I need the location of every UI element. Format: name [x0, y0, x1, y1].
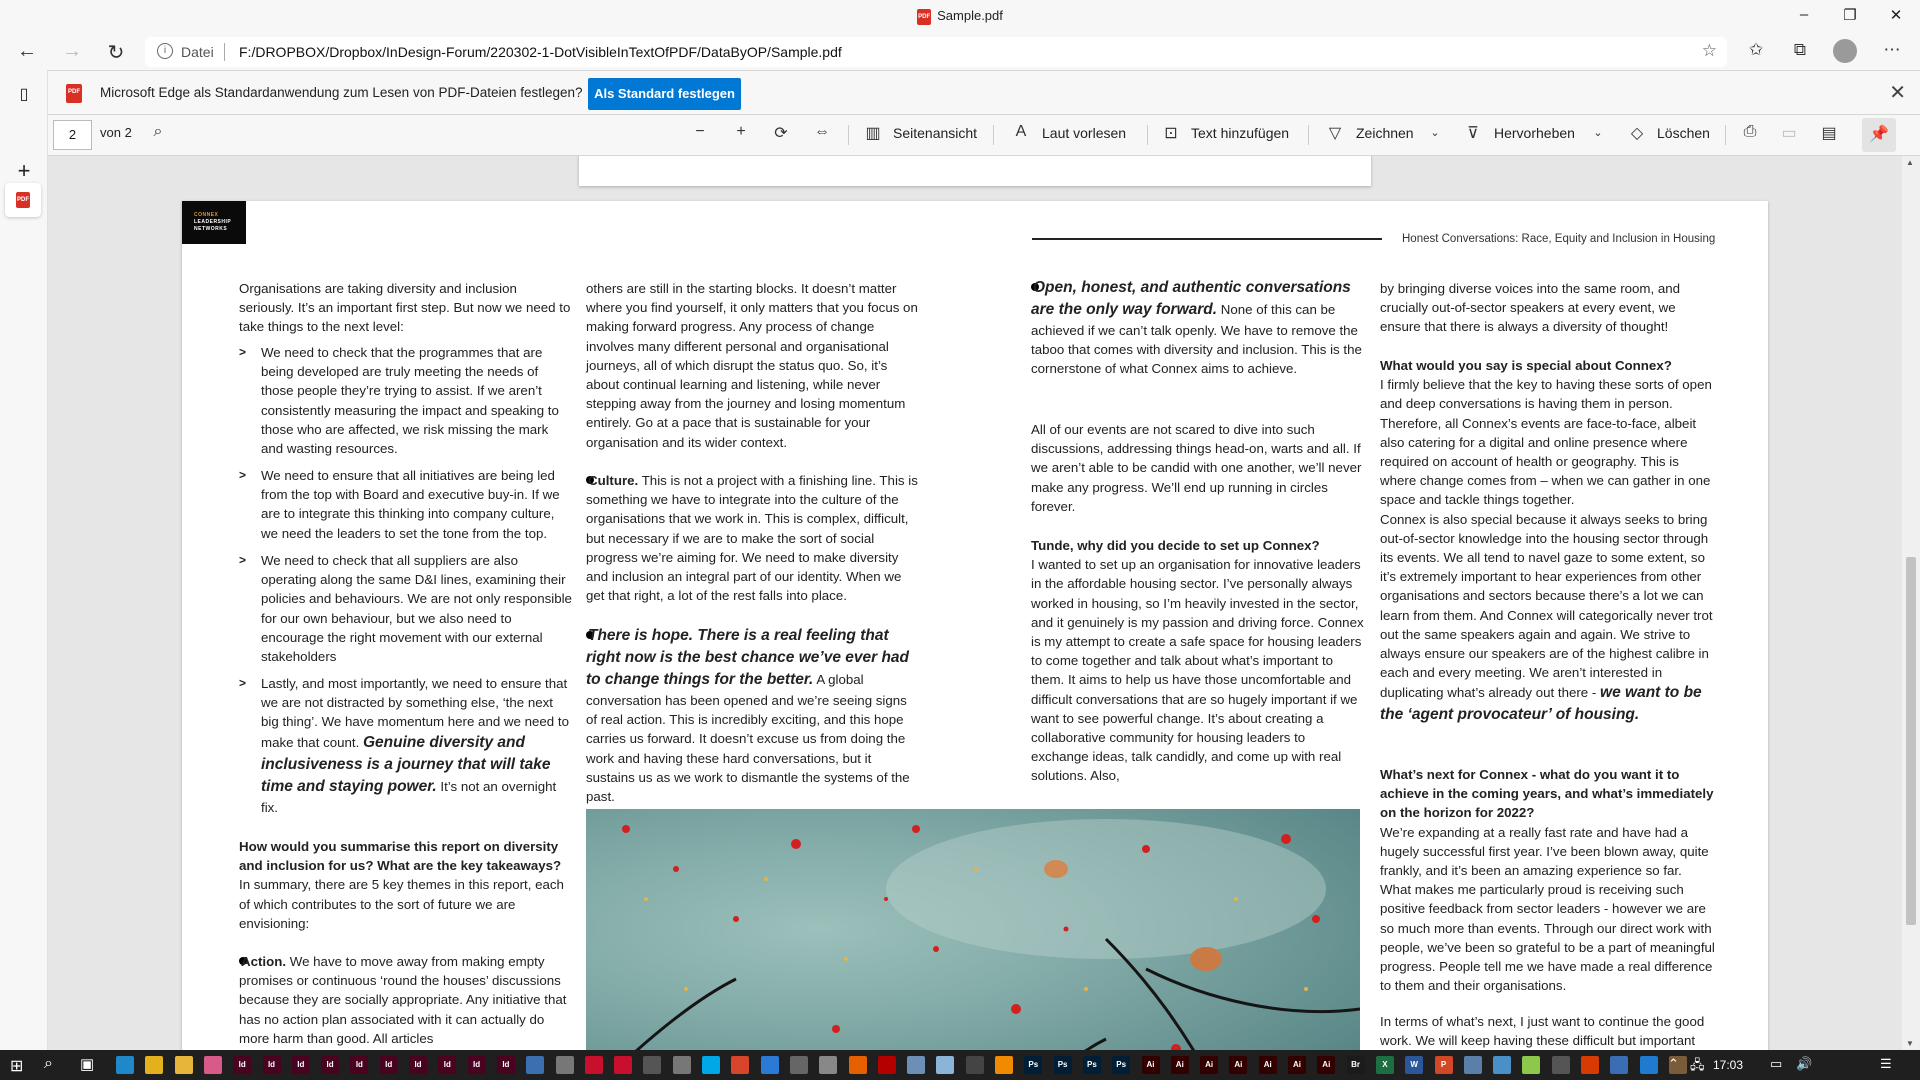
taskbar-app-icon[interactable]: [556, 1056, 574, 1074]
page-view-icon[interactable]: ▥: [865, 125, 881, 142]
address-bar[interactable]: [145, 37, 1727, 67]
taskbar-app-icon[interactable]: [761, 1056, 779, 1074]
pin-toolbar-icon[interactable]: 📌: [1862, 118, 1896, 152]
summary-block: [239, 837, 574, 933]
navigation-bar: [0, 34, 1920, 70]
taskbar-excel-icon[interactable]: X: [1376, 1056, 1394, 1074]
page-number-input[interactable]: [53, 120, 92, 150]
profile-avatar[interactable]: [1833, 39, 1857, 63]
window-title-text: Sample.pdf: [937, 8, 1003, 23]
taskbar-indesign-icon[interactable]: Id: [350, 1056, 368, 1074]
back-arrow-icon[interactable]: ←: [17, 40, 37, 62]
taskbar-word-icon[interactable]: W: [1405, 1056, 1423, 1074]
bullet-marker: >: [239, 345, 247, 359]
taskbar-indesign-icon[interactable]: Id: [263, 1056, 281, 1074]
answer-text: I wanted to set up an organisation for innovative leaders in the affordable housing sector. I’ve personally always worked in housing, so I’m heavily invested in the sector, and it genuinely is my passion and driving force. Connex is my attempt to create a safe space for housing leaders to come together and talk about what’s important to them. It aims to help us have those uncomfortable and difficult conversations that are so hugely important if we want to see powerful change. It’s about creating a collaborative community for housing leaders to exchange ideas, talk candidly, and come up with real solutions. Also,: [1031, 557, 1364, 784]
volume-icon[interactable]: 🔊: [1796, 1056, 1813, 1071]
paragraph: others are still in the starting blocks. It doesn’t matter where you find yourself, it only matters that you focus on making forward progress. Any process of change involves many different personal and organisational journeys, all of which disrupt the status quo. So, it’s about continual learning and listening, while never stepping away from the journey and losing momentum entirely. Go at a pace that is sustainable for your organisation and its wider context.: [586, 281, 918, 450]
taskbar-illustrator-icon[interactable]: Ai: [1317, 1056, 1335, 1074]
vertical-tab-sidebar: [0, 70, 48, 1050]
taskbar-app-icon[interactable]: [819, 1056, 837, 1074]
taskbar-app-icon[interactable]: [936, 1056, 954, 1074]
taskbar-acrobat-icon[interactable]: [585, 1056, 603, 1074]
taskbar-edge-icon[interactable]: [116, 1056, 134, 1074]
zoom-in-icon[interactable]: +: [736, 123, 746, 140]
new-tab-plus-icon[interactable]: +: [17, 158, 31, 183]
bullet-text: Lastly, and most importantly, we need to ensure that we are not distracted by something else, ‘the next big thing’. We have momentum here and we need to make that count.: [261, 676, 569, 750]
forward-arrow-icon[interactable]: →: [62, 40, 82, 62]
emphasis-text: Genuine diversity and inclusiveness is a journey that will take time and staying power.: [261, 733, 551, 795]
set-default-button[interactable]: Als Standard festlegen: [588, 78, 741, 110]
taskbar-illustrator-icon[interactable]: Ai: [1229, 1056, 1247, 1074]
paragraph: All of our events are not scared to dive into such discussions, addressing things head-on, warts and all. If we aren’t able to be candid with one another, we’ll never make any progress. We’ll end up running in circles forever.: [1031, 422, 1362, 514]
taskbar-app-icon[interactable]: [1552, 1056, 1570, 1074]
taskbar-bridge-icon[interactable]: Br: [1347, 1056, 1365, 1074]
taskbar-photoshop-icon[interactable]: Ps: [1024, 1056, 1042, 1074]
qa-block: [1380, 765, 1715, 995]
favorites-icon[interactable]: ✩: [1748, 40, 1764, 59]
taskbar-illustrator-icon[interactable]: Ai: [1171, 1056, 1189, 1074]
title-bar: [0, 0, 1920, 34]
windows-taskbar: [0, 1050, 1920, 1080]
taskbar-search-icon[interactable]: ⌕: [44, 1055, 53, 1072]
emphasis-text: Open, honest, and authentic conversations are the only way forward.: [1031, 279, 1351, 318]
default-pdf-infobar: [48, 70, 1920, 115]
answer-text: I firmly believe that the key to having these sorts of open and deep conversations is having them in person. Therefore, all Connex’s events are face-to-face, albeit also catering for a digital and online presence where required on account of health or geography. This is where change comes from – when we can gather in one space and tackle things together.: [1380, 377, 1712, 508]
action-center-icon[interactable]: ☰: [1880, 1056, 1892, 1071]
question-heading: How would you summarise this report on diversity and inclusion for us? What are the key takeaways?: [239, 839, 562, 874]
taskbar-app-icon[interactable]: [966, 1056, 984, 1074]
pdf-icon: PDF: [66, 84, 82, 103]
save-as-icon[interactable]: ▤: [1821, 125, 1837, 142]
bullet-item: [239, 551, 574, 666]
taskbar-app-icon[interactable]: [790, 1056, 808, 1074]
bullet-item: [239, 343, 574, 458]
taskbar-photoshop-icon[interactable]: Ps: [1112, 1056, 1130, 1074]
page-total-label: von 2: [100, 125, 132, 140]
taskbar-illustrator-icon[interactable]: Ai: [1288, 1056, 1306, 1074]
read-aloud-icon[interactable]: A: [1015, 123, 1027, 140]
theme-lead: Culture.: [588, 473, 639, 488]
running-header: Honest Conversations: Race, Equity and Inclusion in Housing: [1402, 233, 1716, 245]
taskbar-app-icon[interactable]: [526, 1056, 544, 1074]
taskbar-clock[interactable]: 17:03: [1713, 1058, 1744, 1072]
bullet-item: [239, 674, 574, 817]
search-icon[interactable]: ⌕: [153, 123, 163, 140]
save-icon[interactable]: ▭: [1781, 125, 1797, 142]
paragraph: In terms of what’s next, I just want to continue the good work. We will keep having these difficult but important: [1380, 1014, 1705, 1049]
address-divider: [224, 43, 225, 61]
draw-options-chevron-icon[interactable]: ⌄: [1430, 127, 1440, 139]
taskbar-app-icon[interactable]: [907, 1056, 925, 1074]
connex-logo: CONNEX LEADERSHIP NETWORKS: [182, 201, 246, 244]
culture-paragraph: [586, 471, 921, 605]
print-icon[interactable]: ⎙: [1743, 123, 1757, 140]
taskbar-app-icon[interactable]: [673, 1056, 691, 1074]
previous-page: [579, 156, 1371, 186]
pdf-page-2: [182, 201, 1768, 1050]
pdf-file-icon: PDF: [917, 9, 931, 25]
taskbar-app-icon[interactable]: [1464, 1056, 1482, 1074]
question-heading: What’s next for Connex - what do you want it to achieve in the coming years, and what’s immediately on the horizon for 2022?: [1380, 767, 1714, 821]
taskbar-app-icon[interactable]: [643, 1056, 661, 1074]
close-infobar-icon[interactable]: ✕: [1889, 82, 1906, 104]
action-paragraph: [239, 952, 574, 1048]
draw-icon[interactable]: ▽: [1328, 125, 1342, 142]
network-icon[interactable]: 🖧: [1690, 1057, 1705, 1072]
zoom-out-icon[interactable]: −: [695, 123, 705, 140]
paint-splatter-photo: [586, 809, 1360, 1050]
rotate-icon[interactable]: ⟳: [774, 125, 788, 142]
splatter-artwork: [586, 809, 1360, 1050]
add-text-icon[interactable]: ⊡: [1164, 125, 1178, 142]
task-view-icon[interactable]: ▣: [80, 1056, 95, 1073]
theme-text: We have to move away from making empty promises or continuous ‘round the houses’ discussions because they are socially appropriate. Any initiative that has no action plan associated with it can actually do more harm than good. All articles: [239, 954, 567, 1046]
taskbar-indesign-icon[interactable]: Id: [233, 1056, 251, 1074]
taskbar-app-icon[interactable]: [1610, 1056, 1628, 1074]
tray-overflow-chevron-icon[interactable]: ⌃: [1668, 1056, 1679, 1071]
paragraph-text: None of this can be achieved if we can’t talk openly. We have to remove the taboo that comes with diversity and inclusion. This is the cornerstone of what Connex aims to achieve.: [1031, 302, 1362, 377]
question-heading: Tunde, why did you decide to set up Connex?: [1031, 538, 1320, 553]
draw-button[interactable]: Zeichnen: [1356, 125, 1414, 141]
open-paragraph: [1031, 277, 1366, 379]
collections-icon[interactable]: ⧉: [1793, 40, 1807, 59]
taskbar-chrome-icon[interactable]: [145, 1056, 163, 1074]
answer-text: Connex is also special because it always seeks to bring out-of-sector knowledge into the housing sector through its events. We all tend to navel gaze to some extent, so it’s extremely important to hear experiences from other organisations and sectors because there’s a lot we can learn from them. And Connex will categorically never trot out the same speakers again and again. We strive to always ensure our speakers are of the highest calibre in each and every meeting. We aren’t interested in duplicating what’s already out there -: [1380, 511, 1713, 701]
close-window-button[interactable]: ✕: [1889, 7, 1903, 24]
add-text-button[interactable]: Text hinzufügen: [1191, 125, 1290, 141]
emphasis-text: we want to be the ‘agent provocateur’ of housing.: [1380, 684, 1702, 724]
taskbar-indesign-icon[interactable]: Id: [321, 1056, 339, 1074]
tab-actions-icon[interactable]: ▯: [19, 86, 29, 103]
bullet-marker: >: [239, 676, 247, 690]
refresh-icon[interactable]: ↻: [107, 42, 125, 64]
bullet-text: We need to check that the programmes that are being developed are truly meeting the needs of those people they’re trying to assist. If we aren’t consistently measuring the impact and speaking to those who are affected, we risk missing the mark and wasting resources.: [261, 345, 559, 457]
add-favorite-star-icon[interactable]: ☆: [1701, 41, 1717, 60]
toolbar-divider: [1147, 125, 1148, 145]
qa-block: [1380, 356, 1715, 726]
taskbar-skype-icon[interactable]: [702, 1056, 720, 1074]
paragraph: by bringing diverse voices into the same room, and crucially out-of-sector speakers at every event, we ensure that there is always a diversity of thought!: [1380, 281, 1681, 335]
summary-text: In summary, there are 5 key themes in this report, each of which contributes to the sort of future we are envisioning:: [239, 877, 564, 931]
more-menu-icon[interactable]: ⋯: [1883, 40, 1901, 59]
taskbar-powerpoint-icon[interactable]: P: [1435, 1056, 1453, 1074]
theme-text: This is not a project with a finishing line. This is something we have to integrate into the culture of the organisations that we work in. This is complex, difficult, but necessary if we are to make the sort of social progress we’re aiming for. We need to make diversity and inclusion an integral part of our identity. When we get that right, a lot of the rest falls into place.: [586, 473, 918, 604]
header-rule: [1032, 238, 1382, 240]
emphasis-text: There is hope. There is a real feeling that right now is the best chance we’ve ever had to change things for the better.: [586, 627, 910, 688]
bullet-text: It’s not an overnight fix.: [261, 778, 557, 815]
taskbar-photoshop-icon[interactable]: Ps: [1054, 1056, 1072, 1074]
intro-paragraph: Organisations are taking diversity and inclusion seriously. It’s an important first step. But now we need to take things to the next level:: [239, 281, 571, 335]
theme-lead: Action.: [241, 954, 287, 969]
bullet-text: We need to check that all suppliers are also operating along the same D&I lines, examining their policies and behaviours. We are not only responsible for our own behaviour, but we also need to encourage the right movement with our external stakeholders: [261, 553, 572, 665]
highlight-icon[interactable]: ⊽: [1467, 125, 1479, 142]
toolbar-divider: [1725, 125, 1726, 145]
eraser-icon[interactable]: ◇: [1630, 125, 1644, 142]
page-number-value: 2: [68, 127, 77, 142]
bullet-marker: >: [239, 553, 247, 567]
erase-button[interactable]: Löschen: [1657, 125, 1710, 141]
taskbar-indesign-icon[interactable]: Id: [292, 1056, 310, 1074]
taskbar-indesign-icon[interactable]: Id: [468, 1056, 486, 1074]
url-text[interactable]: F:/DROPBOX/Dropbox/InDesign-Forum/220302-1-DotVisibleInTextOfPDF/DataByOP/Sample.pdf: [239, 44, 842, 60]
restore-button[interactable]: ❐: [1843, 7, 1857, 24]
taskbar-indesign-icon[interactable]: Id: [380, 1056, 398, 1074]
taskbar-acrobat-icon[interactable]: [614, 1056, 632, 1074]
highlight-options-chevron-icon[interactable]: ⌄: [1593, 127, 1603, 139]
hope-paragraph: [586, 625, 921, 806]
taskbar-illustrator-icon[interactable]: Ai: [1259, 1056, 1277, 1074]
minimize-button[interactable]: –: [1799, 6, 1809, 23]
pdf-toolbar: [48, 115, 1920, 156]
toolbar-divider: [1308, 125, 1309, 145]
infobar-message: Microsoft Edge als Standardanwendung zum Lesen von PDF-Dateien festlegen?: [100, 85, 583, 100]
tab-sample-pdf[interactable]: [5, 183, 41, 217]
taskbar-app-icon[interactable]: [1581, 1056, 1599, 1074]
taskbar-illustrator-icon[interactable]: Ai: [1142, 1056, 1160, 1074]
answer-text: We’re expanding at a really fast rate and have had a hugely successful first year. I’ve been blown away, quite frankly, and it’s been an amazing experience so far. What makes me particularly proud is receiving such positive feedback from sector leaders - however we are so much more than events. Through our direct work with people, we’ve been so grateful to be a part of meaningful progress. People tell me we have made a real difference to them and their organisations.: [1380, 824, 1715, 994]
taskbar-firefox-icon[interactable]: [849, 1056, 867, 1074]
bullet-text: We need to ensure that all initiatives are being led from the top with Board and executive buy-in. If we are to integrate this thinking into company culture, we need the leaders to set the tone from the top.: [261, 468, 560, 541]
taskbar-indesign-icon[interactable]: Id: [497, 1056, 515, 1074]
windows-start-icon[interactable]: ⊞: [10, 1058, 24, 1075]
vertical-scrollbar[interactable]: [1902, 156, 1920, 1050]
taskbar-photoshop-icon[interactable]: Ps: [1083, 1056, 1101, 1074]
pdf-viewer[interactable]: [48, 156, 1902, 1050]
toolbar-divider: [848, 125, 849, 145]
taskbar-app-icon[interactable]: [204, 1056, 222, 1074]
bullet-marker: >: [239, 468, 247, 482]
taskbar-app-icon[interactable]: [1493, 1056, 1511, 1074]
toolbar-divider: [993, 125, 994, 145]
read-aloud-button[interactable]: Laut vorlesen: [1042, 125, 1127, 141]
scroll-down-arrow-icon[interactable]: ▼: [1906, 1039, 1914, 1048]
fit-page-icon[interactable]: ⇔: [814, 123, 830, 140]
taskbar-app-icon[interactable]: [1640, 1056, 1658, 1074]
pdf-tab-icon: PDF: [16, 192, 30, 208]
taskbar-app-icon[interactable]: [731, 1056, 749, 1074]
scroll-up-arrow-icon[interactable]: ▲: [1906, 158, 1914, 167]
taskbar-indesign-icon[interactable]: Id: [409, 1056, 427, 1074]
paragraph-text: A global conversation has been opened and we’re seeing signs of real action. This is incredibly exciting, and this hope carries us forward. It doesn’t excuse us from doing the work and having these hard conversations, but it sustains us as we work to dismantle the systems of the past.: [586, 672, 910, 805]
taskbar-vlc-icon[interactable]: [995, 1056, 1013, 1074]
qa-block: [1031, 536, 1366, 786]
taskbar-illustrator-icon[interactable]: Ai: [1200, 1056, 1218, 1074]
highlight-button[interactable]: Hervorheben: [1494, 125, 1575, 141]
info-icon[interactable]: i: [157, 43, 173, 59]
taskbar-app-icon[interactable]: [1522, 1056, 1540, 1074]
taskbar-indesign-icon[interactable]: Id: [438, 1056, 456, 1074]
window-title: [0, 8, 1920, 25]
taskbar-explorer-icon[interactable]: [175, 1056, 193, 1074]
taskbar-filezilla-icon[interactable]: [878, 1056, 896, 1074]
question-heading: What would you say is special about Connex?: [1380, 358, 1672, 373]
battery-icon[interactable]: ▭: [1770, 1056, 1783, 1071]
scrollbar-thumb[interactable]: [1906, 557, 1916, 925]
address-scheme-label: Datei: [181, 44, 214, 60]
bullet-item: [239, 466, 574, 543]
page-view-button[interactable]: Seitenansicht: [893, 125, 978, 141]
